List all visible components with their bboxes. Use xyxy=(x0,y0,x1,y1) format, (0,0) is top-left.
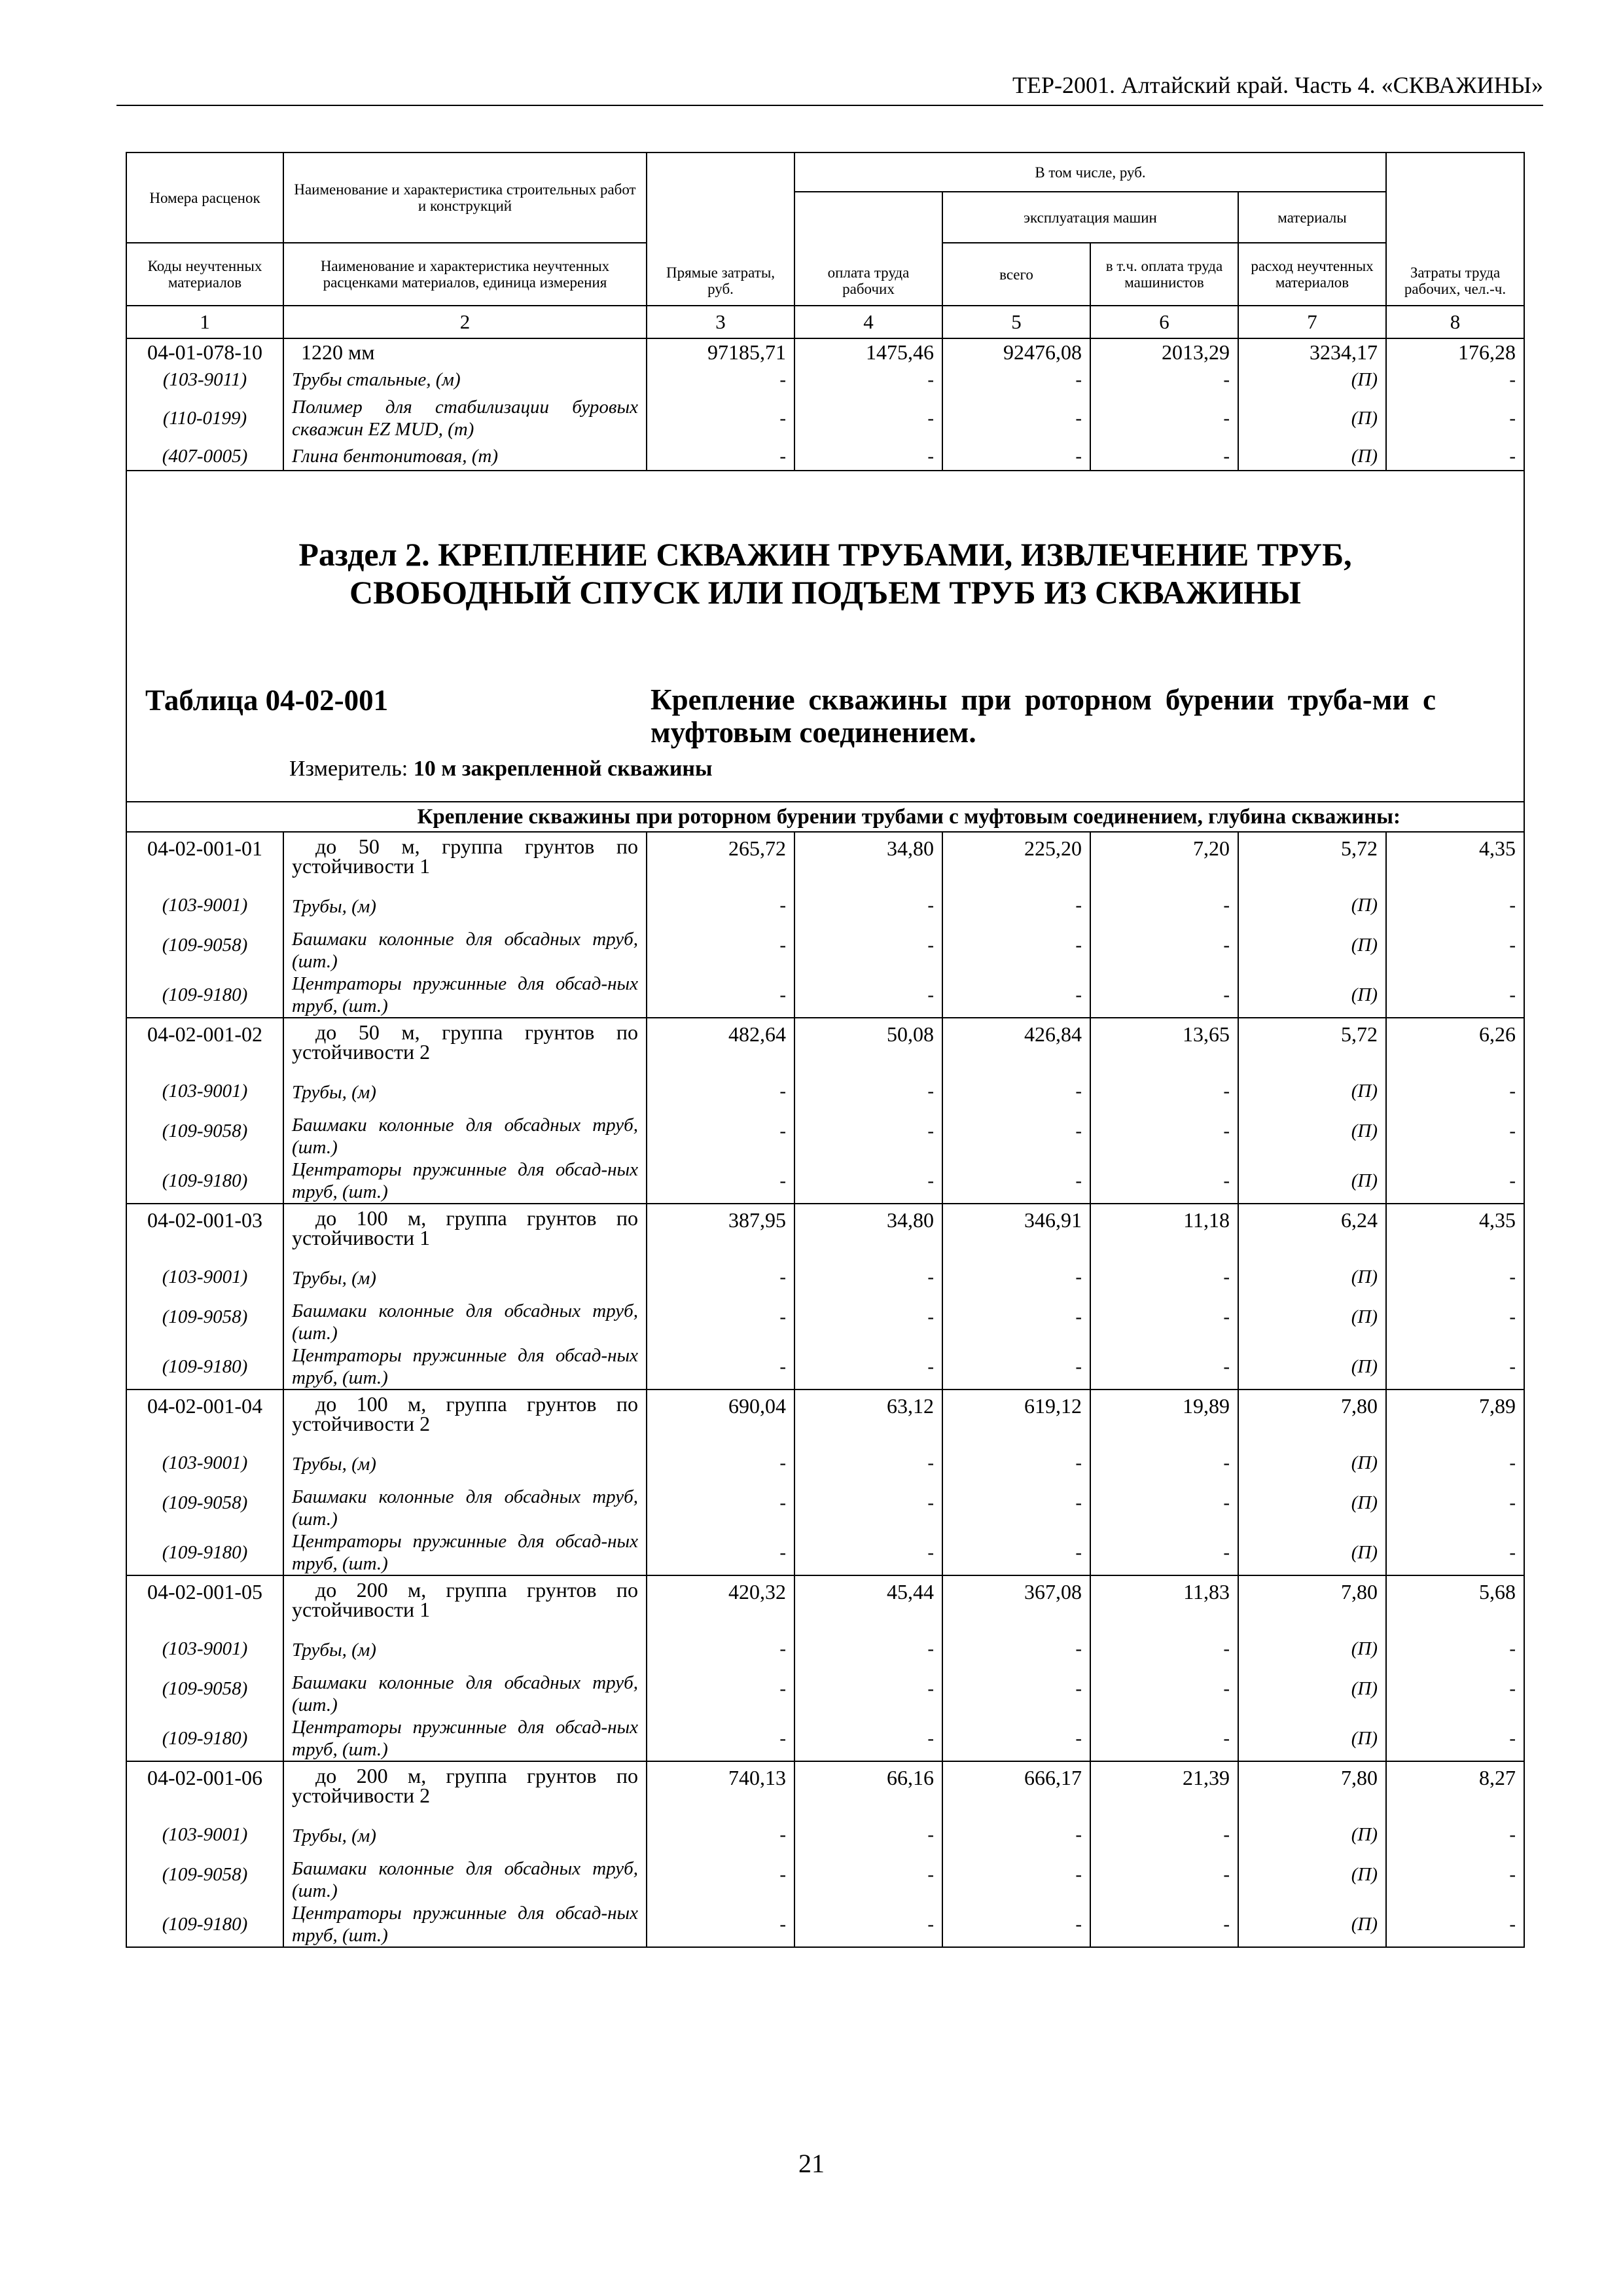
material-value: - xyxy=(942,1289,1090,1344)
material-code: (109-9180) xyxy=(126,1902,283,1947)
material-value: (П) xyxy=(1238,1636,1386,1661)
material-value: - xyxy=(942,1530,1090,1575)
material-value: - xyxy=(1386,1661,1524,1716)
material-value: - xyxy=(1386,1847,1524,1902)
material-name: Башмаки колонные для обсадных труб, (шт.) xyxy=(283,1103,647,1158)
material-value: - xyxy=(1386,1158,1524,1204)
section-title: Раздел 2. КРЕПЛЕНИЕ СКВАЖИН ТРУБАМИ, ИЗВЛЕЧЕНИЕ ТРУБ, СВОБОДНЫЙ СПУСК ИЛИ ПОДЪЕМ ТРУБ ИЗ СКВАЖИНЫ xyxy=(298,536,1352,611)
rate-value: 666,17 xyxy=(942,1761,1090,1822)
material-value: (П) xyxy=(1238,1716,1386,1761)
material-value: - xyxy=(942,1450,1090,1475)
material-value: - xyxy=(942,918,1090,973)
rate-value: 8,27 xyxy=(1386,1761,1524,1822)
material-code: (109-9180) xyxy=(126,1716,283,1761)
material-value: - xyxy=(794,1265,942,1289)
rate-name xyxy=(283,1204,647,1265)
header-labor-pay: оплата труда рабочих xyxy=(794,192,942,306)
material-value: (П) xyxy=(1238,1661,1386,1716)
rate-value: 50,08 xyxy=(794,1018,942,1079)
table-label-block xyxy=(127,683,1524,801)
material-row xyxy=(126,973,1524,1018)
material-value: - xyxy=(1386,893,1524,918)
rate-row xyxy=(126,1390,1524,1450)
material-value: - xyxy=(1090,365,1238,394)
rate-row xyxy=(126,338,1524,365)
rates-table xyxy=(126,152,1525,1948)
rate-row xyxy=(126,1575,1524,1636)
header-machinist-pay: в т.ч. оплата труда машинистов xyxy=(1090,243,1238,306)
material-name: Центраторы пружинные для обсад-ных труб, (шт.) xyxy=(283,973,647,1018)
rate-value: 19,89 xyxy=(1090,1390,1238,1450)
material-value: - xyxy=(794,1847,942,1902)
rate-value: 265,72 xyxy=(647,832,794,893)
material-value: - xyxy=(1386,1530,1524,1575)
rate-value: 66,16 xyxy=(794,1761,942,1822)
material-value: - xyxy=(794,1103,942,1158)
rate-value: 5,68 xyxy=(1386,1575,1524,1636)
material-value: - xyxy=(1386,1822,1524,1847)
rate-value: 420,32 xyxy=(647,1575,794,1636)
header-machines: эксплуатация машин xyxy=(942,192,1238,243)
rate-code: 04-02-001-02 xyxy=(126,1018,283,1079)
material-value: - xyxy=(1090,1265,1238,1289)
material-value: - xyxy=(1090,1475,1238,1530)
material-value: - xyxy=(794,1475,942,1530)
material-value: - xyxy=(647,1661,794,1716)
material-value: - xyxy=(794,918,942,973)
material-code: (109-9180) xyxy=(126,1344,283,1390)
material-value: - xyxy=(942,1158,1090,1204)
material-value: - xyxy=(1386,1636,1524,1661)
material-row xyxy=(126,365,1524,394)
material-name: Трубы, (м) xyxy=(283,893,647,918)
subheading-row xyxy=(126,802,1524,832)
material-value: - xyxy=(1386,918,1524,973)
rate-value: 1475,46 xyxy=(794,338,942,365)
material-value: (П) xyxy=(1238,1847,1386,1902)
material-row xyxy=(126,442,1524,471)
page-number: 21 xyxy=(798,2149,825,2178)
rate-value: 4,35 xyxy=(1386,1204,1524,1265)
material-row xyxy=(126,1344,1524,1390)
measure xyxy=(289,757,713,781)
rate-value: 2013,29 xyxy=(1090,338,1238,365)
material-value: - xyxy=(647,394,794,442)
rate-value: 619,12 xyxy=(942,1390,1090,1450)
material-value: (П) xyxy=(1238,1079,1386,1103)
material-code: (109-9058) xyxy=(126,1103,283,1158)
rate-value: 7,80 xyxy=(1238,1575,1386,1636)
material-value: - xyxy=(1090,1450,1238,1475)
material-row xyxy=(126,1475,1524,1530)
material-code: (109-9058) xyxy=(126,1289,283,1344)
material-row xyxy=(126,893,1524,918)
material-code: (103-9001) xyxy=(126,1265,283,1289)
material-value: - xyxy=(794,1902,942,1947)
material-value: - xyxy=(1090,1344,1238,1390)
material-value: - xyxy=(794,1636,942,1661)
rate-code: 04-02-001-04 xyxy=(126,1390,283,1450)
header-incl: В том числе, руб. xyxy=(794,152,1386,192)
material-value: - xyxy=(1090,1079,1238,1103)
material-value: - xyxy=(1386,365,1524,394)
rate-value: 5,72 xyxy=(1238,832,1386,893)
material-value: - xyxy=(1386,1716,1524,1761)
material-name: Башмаки колонные для обсадных труб, (шт.) xyxy=(283,1475,647,1530)
material-value: (П) xyxy=(1238,1902,1386,1947)
material-code: (103-9001) xyxy=(126,893,283,918)
material-value: - xyxy=(1090,1847,1238,1902)
material-value: - xyxy=(1090,394,1238,442)
column-number: 8 xyxy=(1386,306,1524,338)
material-value: - xyxy=(942,1902,1090,1947)
material-value: - xyxy=(647,442,794,471)
material-name: Башмаки колонные для обсадных труб, (шт.) xyxy=(283,1289,647,1344)
rate-value: 482,64 xyxy=(647,1018,794,1079)
material-value: - xyxy=(647,1158,794,1204)
rate-value: 11,83 xyxy=(1090,1575,1238,1636)
rate-code: 04-02-001-03 xyxy=(126,1204,283,1265)
rate-value: 7,89 xyxy=(1386,1390,1524,1450)
material-value: (П) xyxy=(1238,1475,1386,1530)
material-value: (П) xyxy=(1238,918,1386,973)
material-value: - xyxy=(794,1822,942,1847)
material-value: - xyxy=(794,1158,942,1204)
material-name: Полимер для стабилизации буровых скважин EZ MUD, (т) xyxy=(283,394,647,442)
column-number: 3 xyxy=(647,306,794,338)
material-value: - xyxy=(1090,1661,1238,1716)
material-value: (П) xyxy=(1238,1103,1386,1158)
rate-value: 6,24 xyxy=(1238,1204,1386,1265)
material-value: - xyxy=(647,1475,794,1530)
material-value: - xyxy=(1386,973,1524,1018)
column-number: 6 xyxy=(1090,306,1238,338)
material-value: - xyxy=(942,1475,1090,1530)
material-code: (109-9180) xyxy=(126,1530,283,1575)
material-name: Глина бентонитовая, (т) xyxy=(283,442,647,471)
material-row xyxy=(126,1079,1524,1103)
running-header: ТЕР-2001. Алтайский край. Часть 4. «СКВАЖИНЫ» xyxy=(116,71,1543,106)
rate-value: 6,26 xyxy=(1386,1018,1524,1079)
header-codes-2: Коды неучтенных материалов xyxy=(126,243,283,306)
material-code: (103-9001) xyxy=(126,1079,283,1103)
material-value: - xyxy=(794,893,942,918)
rate-row xyxy=(126,832,1524,893)
header-labor: Затраты труда рабочих, чел.-ч. xyxy=(1386,152,1524,306)
column-number: 2 xyxy=(283,306,647,338)
material-value: - xyxy=(1090,442,1238,471)
material-value: - xyxy=(1386,1475,1524,1530)
material-row xyxy=(126,1530,1524,1575)
material-value: - xyxy=(1386,1289,1524,1344)
material-row xyxy=(126,1902,1524,1947)
material-value: - xyxy=(942,1103,1090,1158)
rate-value: 34,80 xyxy=(794,1204,942,1265)
material-value: - xyxy=(794,442,942,471)
column-number: 4 xyxy=(794,306,942,338)
material-value: - xyxy=(647,1450,794,1475)
rate-name-text: 1220 мм xyxy=(301,340,375,364)
material-value: - xyxy=(794,1289,942,1344)
material-value: - xyxy=(942,1344,1090,1390)
material-code: (110-0199) xyxy=(126,394,283,442)
rate-code: 04-02-001-05 xyxy=(126,1575,283,1636)
material-value: - xyxy=(1090,1158,1238,1204)
material-value: (П) xyxy=(1238,1822,1386,1847)
material-row xyxy=(126,394,1524,442)
material-value: - xyxy=(794,1530,942,1575)
header-names: Наименование и характеристика строительных работ и конструкций xyxy=(283,152,647,243)
table-title: Крепление скважины при роторном бурении труба-ми с муфтовым соединением. xyxy=(651,683,1436,749)
rate-row xyxy=(126,1018,1524,1079)
material-value: - xyxy=(1090,1902,1238,1947)
rate-value: 7,80 xyxy=(1238,1390,1386,1450)
material-name: Трубы, (м) xyxy=(283,1822,647,1847)
material-value: - xyxy=(1090,893,1238,918)
header-codes: Номера расценок xyxy=(126,152,283,243)
material-value: - xyxy=(794,1450,942,1475)
rate-code: 04-01-078-10 xyxy=(126,338,283,365)
material-row xyxy=(126,1716,1524,1761)
material-value: - xyxy=(942,365,1090,394)
header-names-2: Наименование и характеристика неучтенных расценками материалов, единица измерения xyxy=(283,243,647,306)
material-value: - xyxy=(942,394,1090,442)
material-value: - xyxy=(794,1079,942,1103)
material-value: - xyxy=(942,973,1090,1018)
material-value: - xyxy=(1090,973,1238,1018)
material-name: Башмаки колонные для обсадных труб, (шт.) xyxy=(283,1661,647,1716)
rate-name xyxy=(283,1575,647,1636)
material-name: Трубы стальные, (м) xyxy=(283,365,647,394)
material-value: - xyxy=(1090,1822,1238,1847)
rate-name-text: до 100 м, группа грунтов по устойчивости 1 xyxy=(292,1206,638,1249)
material-value: - xyxy=(647,893,794,918)
rate-name-text: до 50 м, группа грунтов по устойчивости 1 xyxy=(292,834,638,878)
column-number: 1 xyxy=(126,306,283,338)
material-value: - xyxy=(942,1079,1090,1103)
material-value: - xyxy=(647,1847,794,1902)
material-row xyxy=(126,1265,1524,1289)
subheading: Крепление скважины при роторном бурении трубами с муфтовым соединением, глубина скважины: xyxy=(126,802,1524,832)
table-number: Таблица 04-02-001 xyxy=(145,684,389,717)
material-value: (П) xyxy=(1238,1158,1386,1204)
measure-prefix: Измеритель: xyxy=(289,757,408,781)
header-total: всего xyxy=(942,243,1090,306)
material-value: (П) xyxy=(1238,1450,1386,1475)
material-row xyxy=(126,1847,1524,1902)
material-row xyxy=(126,918,1524,973)
material-value: - xyxy=(1386,1450,1524,1475)
material-value: - xyxy=(647,1265,794,1289)
rate-value: 7,20 xyxy=(1090,832,1238,893)
material-value: (П) xyxy=(1238,973,1386,1018)
material-name: Трубы, (м) xyxy=(283,1636,647,1661)
material-value: - xyxy=(942,893,1090,918)
material-value: - xyxy=(647,973,794,1018)
material-value: - xyxy=(647,1344,794,1390)
material-code: (109-9058) xyxy=(126,1475,283,1530)
material-code: (109-9180) xyxy=(126,1158,283,1204)
material-value: - xyxy=(1386,442,1524,471)
rate-value: 45,44 xyxy=(794,1575,942,1636)
material-row xyxy=(126,1661,1524,1716)
material-code: (109-9180) xyxy=(126,973,283,1018)
material-value: (П) xyxy=(1238,893,1386,918)
material-row xyxy=(126,1289,1524,1344)
rate-value: 426,84 xyxy=(942,1018,1090,1079)
material-value: - xyxy=(1386,1265,1524,1289)
material-value: - xyxy=(647,1716,794,1761)
material-value: - xyxy=(1090,1103,1238,1158)
material-value: - xyxy=(1386,1344,1524,1390)
material-name: Центраторы пружинные для обсад-ных труб, (шт.) xyxy=(283,1902,647,1947)
material-value: - xyxy=(942,1847,1090,1902)
rate-row xyxy=(126,1204,1524,1265)
column-number: 7 xyxy=(1238,306,1386,338)
material-value: - xyxy=(794,1716,942,1761)
rate-name xyxy=(283,1390,647,1450)
section-cell xyxy=(126,471,1524,802)
rate-value: 3234,17 xyxy=(1238,338,1386,365)
material-value: - xyxy=(647,1289,794,1344)
material-name: Трубы, (м) xyxy=(283,1265,647,1289)
rate-value: 63,12 xyxy=(794,1390,942,1450)
rate-name-text: до 200 м, группа грунтов по устойчивости 2 xyxy=(292,1764,638,1807)
rate-value: 4,35 xyxy=(1386,832,1524,893)
rate-value: 7,80 xyxy=(1238,1761,1386,1822)
rate-name xyxy=(283,1761,647,1822)
material-value: - xyxy=(1386,1079,1524,1103)
material-name: Башмаки колонные для обсадных труб, (шт.) xyxy=(283,918,647,973)
material-code: (103-9011) xyxy=(126,365,283,394)
material-name: Центраторы пружинные для обсад-ных труб, (шт.) xyxy=(283,1530,647,1575)
material-value: - xyxy=(794,1661,942,1716)
material-value: - xyxy=(647,365,794,394)
material-value: - xyxy=(647,1103,794,1158)
rate-value: 346,91 xyxy=(942,1204,1090,1265)
rate-value: 11,18 xyxy=(1090,1204,1238,1265)
material-value: - xyxy=(942,1716,1090,1761)
rate-value: 176,28 xyxy=(1386,338,1524,365)
material-value: - xyxy=(647,918,794,973)
material-name: Трубы, (м) xyxy=(283,1079,647,1103)
header-unacc-mat: расход неучтенных материалов xyxy=(1238,243,1386,306)
material-row xyxy=(126,1450,1524,1475)
rate-name xyxy=(283,1018,647,1079)
material-name: Центраторы пружинные для обсад-ных труб, (шт.) xyxy=(283,1158,647,1204)
material-value: - xyxy=(794,394,942,442)
rate-value: 21,39 xyxy=(1090,1761,1238,1822)
rate-name xyxy=(283,832,647,893)
material-value: - xyxy=(1090,1636,1238,1661)
rate-name-text: до 50 м, группа грунтов по устойчивости 2 xyxy=(292,1020,638,1064)
material-name: Центраторы пружинные для обсад-ных труб, (шт.) xyxy=(283,1344,647,1390)
material-value: - xyxy=(942,1822,1090,1847)
header-direct: Прямые затраты, руб. xyxy=(647,152,794,306)
material-value: - xyxy=(942,1636,1090,1661)
material-value: (П) xyxy=(1238,1530,1386,1575)
material-code: (103-9001) xyxy=(126,1450,283,1475)
material-value: (П) xyxy=(1238,1265,1386,1289)
material-value: - xyxy=(1090,1530,1238,1575)
rate-value: 740,13 xyxy=(647,1761,794,1822)
rate-code: 04-02-001-01 xyxy=(126,832,283,893)
rate-name-text: до 200 м, группа грунтов по устойчивости 1 xyxy=(292,1578,638,1621)
material-code: (109-9058) xyxy=(126,1847,283,1902)
material-value: - xyxy=(647,1636,794,1661)
material-value: - xyxy=(942,442,1090,471)
material-code: (109-9058) xyxy=(126,1661,283,1716)
material-row xyxy=(126,1636,1524,1661)
rate-code: 04-02-001-06 xyxy=(126,1761,283,1822)
material-value: (П) xyxy=(1238,442,1386,471)
material-value: (П) xyxy=(1238,1289,1386,1344)
material-value: - xyxy=(1090,1289,1238,1344)
measure-value: 10 м закрепленной скважины xyxy=(413,757,713,781)
rate-value: 367,08 xyxy=(942,1575,1090,1636)
material-value: - xyxy=(794,973,942,1018)
material-value: - xyxy=(794,1344,942,1390)
material-code: (109-9058) xyxy=(126,918,283,973)
material-value: - xyxy=(794,365,942,394)
column-numbers-row xyxy=(126,306,1524,338)
material-value: - xyxy=(942,1265,1090,1289)
rate-row xyxy=(126,1761,1524,1822)
material-value: - xyxy=(1090,918,1238,973)
material-name: Трубы, (м) xyxy=(283,1450,647,1475)
rate-value: 225,20 xyxy=(942,832,1090,893)
rate-value: 97185,71 xyxy=(647,338,794,365)
material-value: - xyxy=(647,1902,794,1947)
rate-name-text: до 100 м, группа грунтов по устойчивости 2 xyxy=(292,1392,638,1435)
material-value: (П) xyxy=(1238,1344,1386,1390)
material-value: - xyxy=(1386,1902,1524,1947)
header-row-1 xyxy=(126,152,1524,192)
material-row xyxy=(126,1158,1524,1204)
rate-value: 690,04 xyxy=(647,1390,794,1450)
material-name: Центраторы пружинные для обсад-ных труб, (шт.) xyxy=(283,1716,647,1761)
material-row xyxy=(126,1103,1524,1158)
material-value: - xyxy=(1090,1716,1238,1761)
material-value: - xyxy=(942,1661,1090,1716)
material-name: Башмаки колонные для обсадных труб, (шт.) xyxy=(283,1847,647,1902)
material-value: (П) xyxy=(1238,394,1386,442)
rate-value: 5,72 xyxy=(1238,1018,1386,1079)
rate-name xyxy=(283,338,647,365)
material-value: - xyxy=(1386,394,1524,442)
material-value: - xyxy=(647,1530,794,1575)
rate-value: 92476,08 xyxy=(942,338,1090,365)
material-row xyxy=(126,1822,1524,1847)
rate-value: 387,95 xyxy=(647,1204,794,1265)
rate-value: 34,80 xyxy=(794,832,942,893)
header-materials: материалы xyxy=(1238,192,1386,243)
section-row xyxy=(126,471,1524,802)
material-code: (407-0005) xyxy=(126,442,283,471)
material-value: - xyxy=(647,1822,794,1847)
material-value: - xyxy=(647,1079,794,1103)
material-value: (П) xyxy=(1238,365,1386,394)
rate-value: 13,65 xyxy=(1090,1018,1238,1079)
column-number: 5 xyxy=(942,306,1090,338)
material-code: (103-9001) xyxy=(126,1822,283,1847)
material-value: - xyxy=(1386,1103,1524,1158)
material-code: (103-9001) xyxy=(126,1636,283,1661)
